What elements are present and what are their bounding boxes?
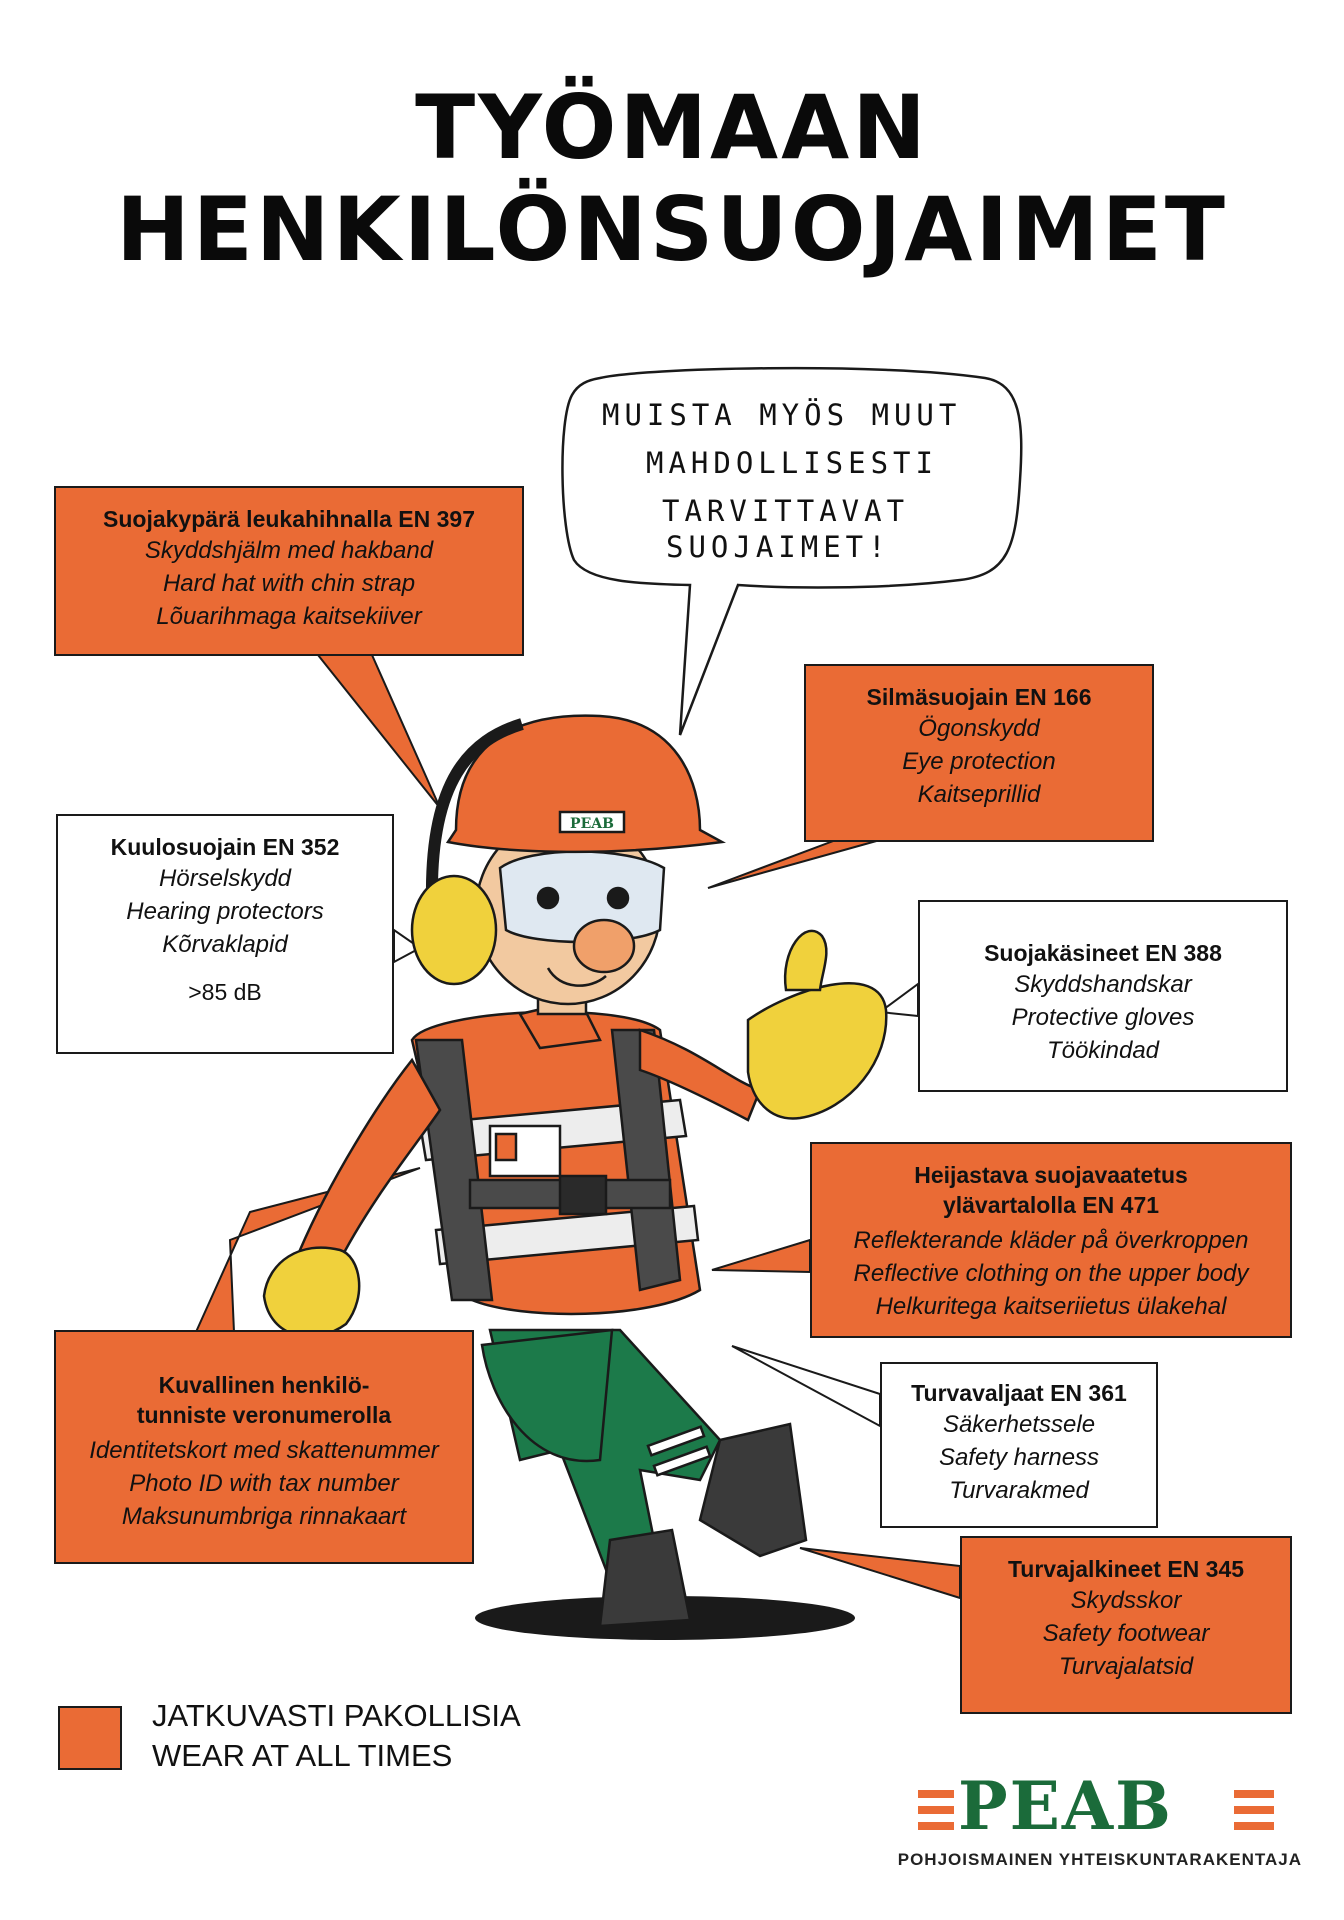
poster-title-line-1: TYÖMAAN <box>415 76 929 179</box>
legend-orange-swatch <box>58 1706 122 1770</box>
reflective-heading-2: ylävartalolla EN 471 <box>942 1192 1160 1218</box>
gloves-line-sv: Skyddshandskar <box>1014 971 1192 998</box>
helmet-box <box>54 486 524 656</box>
helmet-logo-text: PEAB <box>570 816 614 832</box>
reflective-line-et: Helkuritega kaitseriietus ülakehal <box>875 1293 1227 1320</box>
helmet-heading: Suojakypärä leukahihnalla EN 397 <box>103 506 475 532</box>
photo-id-box <box>54 1330 474 1564</box>
peab-logo: PEAB <box>958 1767 1173 1845</box>
poster-title-line-2: HENKILÖNSUOJAIMET <box>116 178 1228 281</box>
harness-line-sv: Säkerhetssele <box>942 1411 1096 1438</box>
id-line-en: Photo ID with tax number <box>129 1470 399 1497</box>
id-heading-1: Kuvallinen henkilö- <box>158 1372 370 1398</box>
speech-line-1: MUISTA MYÖS MUUT <box>602 398 962 432</box>
reflective-clothing-box <box>810 1142 1292 1338</box>
hearing-line-et: Kõrvaklapid <box>162 931 288 958</box>
gloves-line-et: Töökindad <box>1046 1037 1160 1064</box>
speech-line-4: SUOJAIMET! <box>666 530 891 564</box>
helmet-line-en: Hard hat with chin strap <box>162 570 416 597</box>
hearing-noise-threshold: >85 dB <box>188 979 262 1005</box>
speech-line-3: TARVITTAVAT <box>662 494 910 528</box>
gloves-heading: Suojakäsineet EN 388 <box>984 940 1222 966</box>
legend-line-fi: JATKUVASTI PAKOLLISIA <box>152 1698 521 1733</box>
reflective-line-en: Reflective clothing on the upper body <box>853 1260 1249 1287</box>
footwear-line-sv: Skydsskor <box>1070 1587 1182 1614</box>
gloves-line-en: Protective gloves <box>1011 1004 1195 1031</box>
harness-line-et: Turvarakmed <box>949 1477 1089 1504</box>
footwear-line-et: Turvajalatsid <box>1058 1653 1194 1680</box>
legend-line-en: WEAR AT ALL TIMES <box>152 1738 453 1773</box>
eye-line-sv: Ögonskydd <box>918 715 1040 742</box>
hearing-heading: Kuulosuojain EN 352 <box>110 834 340 860</box>
hearing-line-en: Hearing protectors <box>126 898 324 925</box>
reflective-heading-1: Heijastava suojavaatetus <box>914 1162 1188 1188</box>
footwear-heading: Turvajalkineet EN 345 <box>1007 1556 1245 1582</box>
hearing-line-sv: Hörselskydd <box>158 865 292 892</box>
id-heading-2: tunniste veronumerolla <box>136 1402 392 1428</box>
footwear-line-en: Safety footwear <box>1042 1620 1210 1647</box>
helmet-line-sv: Skyddshjälm med hakband <box>144 537 434 564</box>
safety-footwear-box <box>960 1536 1292 1714</box>
safety-harness-box <box>880 1362 1158 1528</box>
eye-line-et: Kaitseprillid <box>917 781 1041 808</box>
eye-protection-box <box>804 664 1154 842</box>
gloves-box <box>918 900 1288 1092</box>
reflective-line-sv: Reflekterande kläder på överkroppen <box>853 1227 1249 1254</box>
legend-text <box>152 1696 521 1776</box>
helmet-line-et: Lõuarihmaga kaitsekiiver <box>156 603 422 630</box>
hearing-protection-box <box>56 814 394 1054</box>
eye-line-en: Eye protection <box>902 748 1056 775</box>
harness-heading: Turvavaljaat EN 361 <box>911 1380 1127 1406</box>
harness-line-en: Safety harness <box>938 1444 1100 1471</box>
id-line-et: Maksunumbriga rinnakaart <box>121 1503 407 1530</box>
peab-tagline: POHJOISMAINEN YHTEISKUNTARAKENTAJA <box>897 1850 1302 1869</box>
id-line-sv: Identitetskort med skattenummer <box>89 1437 439 1464</box>
speech-line-2: MAHDOLLISESTI <box>646 446 938 480</box>
eye-heading: Silmäsuojain EN 166 <box>866 684 1092 710</box>
